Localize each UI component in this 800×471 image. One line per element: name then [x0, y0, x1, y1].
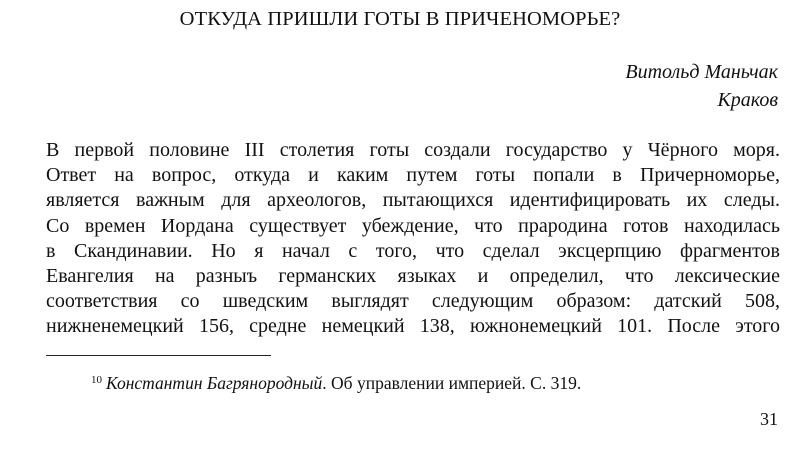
author-name: Витольд Маньчак [625, 61, 778, 83]
footnote-number: 10 [91, 374, 102, 386]
body-text [46, 138, 780, 340]
page-number: 31 [760, 409, 778, 429]
body-line: В первой половине III столетия готы создали государство у Чёрного моря. [46, 139, 780, 161]
body-line: в Скандинавии. Но я начал с того, что сделал эксцерпцию фрагментов [46, 239, 780, 262]
footnote-author: Константин Багрянородный [106, 373, 323, 393]
body-line: Ответ на вопрос, откуда и каким путем готы попали в Причерноморье, [46, 164, 780, 187]
body-line: соответствия со шведским выглядят следующим образом: датский 508, [46, 290, 780, 313]
body-line: нижненемецкий 156, средне немецкий 138, южнонемецкий 101. После этого [46, 315, 780, 338]
body-line: Со времен Иордана существует убеждение, что прародина готов находилась [46, 214, 780, 237]
body-line: Евангелия на разныъ германских языках и определил, что лексические [46, 265, 780, 288]
body-line: является важным для археологов, пытающихся идентифицировать их следы. [46, 189, 780, 212]
author-city: Краков [717, 89, 778, 111]
footnote-text: . Об управлении империей. С. 319. [322, 373, 582, 393]
footnote-separator [46, 355, 271, 356]
article-title: ОТКУДА ПРИШЛИ ГОТЫ В ПРИЧЕНОМОРЬЕ? [179, 8, 621, 30]
footnote [91, 373, 581, 394]
